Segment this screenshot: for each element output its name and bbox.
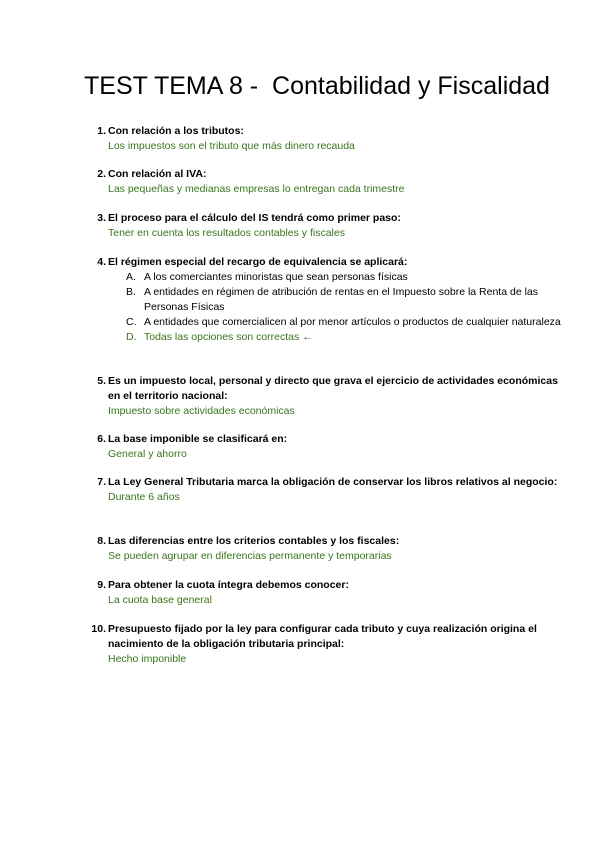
option-b (126, 285, 564, 315)
question-answer: General y ahorro (108, 448, 187, 460)
question-3 (0, 211, 600, 241)
question-number: 5. (97, 375, 106, 387)
question-text: Presupuesto fijado por la ley para configurar cada tributo y cuya realización origina el nacimiento de la obligación tributaria principal: (108, 623, 537, 650)
option-text: Todas las opciones son correctas ← (144, 331, 313, 343)
option-text: A los comerciantes minoristas que sean personas físicas (144, 271, 408, 283)
question-4 (0, 255, 600, 345)
option-text: A entidades en régimen de atribución de rentas en el Impuesto sobre la Renta de las Personas Físicas (144, 286, 539, 313)
question-number: 1. (97, 125, 106, 137)
question-text: Con relación al IVA: (108, 168, 207, 180)
question-number: 3. (97, 212, 106, 224)
question-6 (0, 432, 600, 462)
question-9 (0, 578, 600, 608)
question-number: 10. (91, 623, 106, 635)
option-text: A entidades que comercialicen al por menor artículos o productos de cualquier naturaleza (144, 316, 561, 328)
question-answer: Impuesto sobre actividades económicas (108, 405, 295, 417)
question-answer: Durante 6 años (108, 491, 180, 503)
option-c (126, 315, 564, 330)
question-text: Con relación a los tributos: (108, 125, 244, 137)
question-answer: La cuota base general (108, 594, 212, 606)
question-number: 2. (97, 168, 106, 180)
option-letter: A. (126, 271, 136, 283)
question-text: Para obtener la cuota íntegra debemos conocer: (108, 579, 349, 591)
question-text: El proceso para el cálculo del IS tendrá como primer paso: (108, 212, 401, 224)
question-answer: Las pequeñas y medianas empresas lo entregan cada trimestre (108, 183, 405, 195)
question-answer: Hecho imponible (108, 653, 187, 665)
question-text: Las diferencias entre los criterios contables y los fiscales: (108, 535, 400, 547)
question-10 (0, 622, 600, 667)
question-number: 9. (97, 579, 106, 591)
question-number: 6. (97, 433, 106, 445)
question-text: El régimen especial del recargo de equivalencia se aplicará: (108, 256, 408, 268)
question-text: La base imponible se clasificará en: (108, 433, 288, 445)
option-letter: B. (126, 286, 136, 298)
question-answer: Se pueden agrupar en diferencias permanente y temporarias (108, 550, 392, 562)
question-2 (0, 167, 600, 197)
option-letter: D. (126, 331, 137, 343)
question-answer: Tener en cuenta los resultados contables y fiscales (108, 227, 345, 239)
question-number: 8. (97, 535, 106, 547)
page-title: TEST TEMA 8 - Contabilidad y Fiscalidad (84, 72, 550, 100)
question-number: 7. (97, 476, 106, 488)
options-list (0, 270, 600, 345)
question-8 (0, 534, 600, 564)
question-7 (0, 475, 600, 505)
question-text: La Ley General Tributaria marca la obligación de conservar los libros relativos al negocio: (108, 476, 558, 488)
question-number: 4. (97, 256, 106, 268)
option-d-correct (126, 330, 564, 345)
question-1 (0, 124, 600, 154)
question-text: Es un impuesto local, personal y directo que grava el ejercicio de actividades económicas en el territorio nacional: (108, 375, 558, 402)
question-5 (0, 374, 600, 419)
question-answer: Los impuestos son el tributo que más dinero recauda (108, 140, 355, 152)
option-letter: C. (126, 316, 137, 328)
option-a (126, 270, 564, 285)
